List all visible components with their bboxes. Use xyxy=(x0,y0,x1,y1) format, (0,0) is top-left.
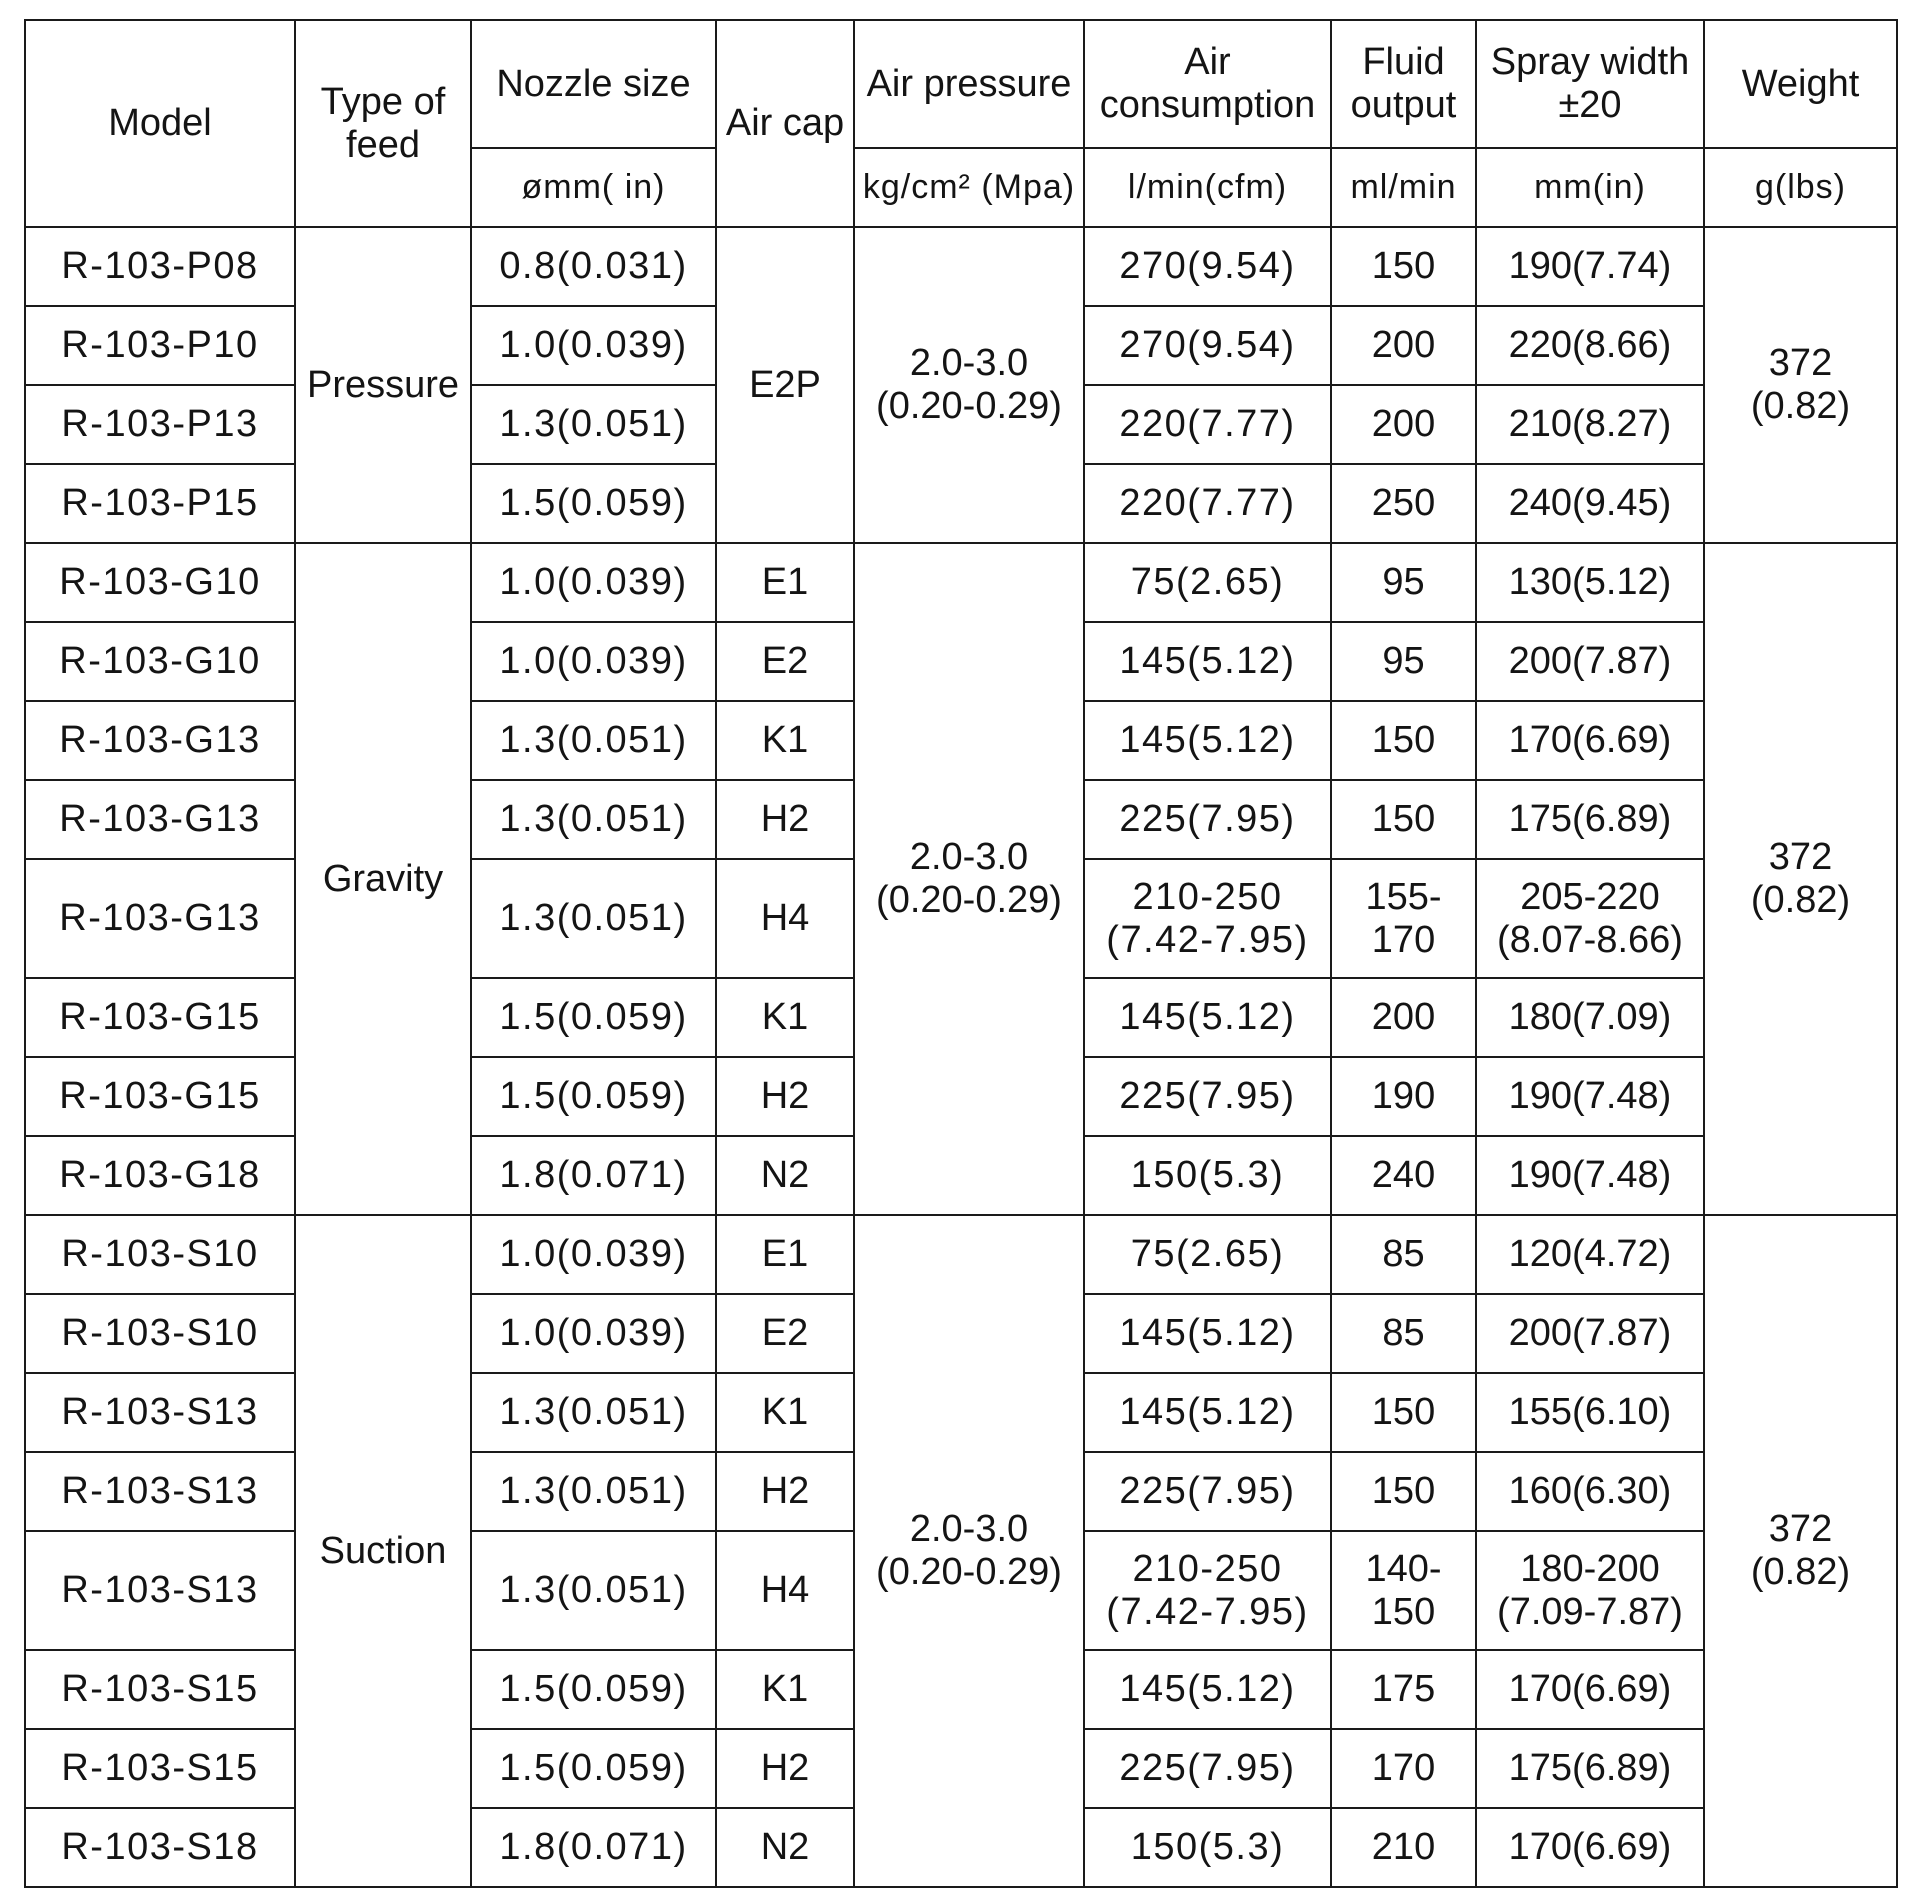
spray-width-cell xyxy=(1476,543,1704,622)
air-consumption-cell xyxy=(1084,1294,1331,1373)
model-cell: R-103-S15 xyxy=(25,1650,295,1729)
spray-width-line: 240(9.45) xyxy=(1508,482,1672,525)
spray-width-cell xyxy=(1476,978,1704,1057)
air-consumption-cell xyxy=(1084,1452,1331,1531)
spray-width-line: 205-220 xyxy=(1520,875,1660,918)
nozzle-size-cell: 0.8(0.031) xyxy=(471,227,716,306)
spray-width-cell xyxy=(1476,1136,1704,1215)
unit-fluid-output: ml/min xyxy=(1331,148,1476,227)
air-consumption-line: 225(7.95) xyxy=(1119,1747,1296,1790)
spray-width-line: 180-200 xyxy=(1520,1547,1660,1590)
nozzle-size-cell: 1.5(0.059) xyxy=(471,978,716,1057)
air-consumption-line: (7.42-7.95) xyxy=(1106,1590,1309,1633)
model-cell: R-103-S10 xyxy=(25,1215,295,1294)
air-consumption-cell xyxy=(1084,306,1331,385)
spray-width-cell xyxy=(1476,1650,1704,1729)
air-pressure-line: (0.20-0.29) xyxy=(876,1551,1062,1593)
spray-width-cell xyxy=(1476,1215,1704,1294)
air-consumption-line: 270(9.54) xyxy=(1119,245,1296,288)
model-cell: R-103-S18 xyxy=(25,1808,295,1887)
air-consumption-line: 150(5.3) xyxy=(1130,1826,1285,1869)
header-spray-width: Spray width ±20 xyxy=(1476,20,1704,148)
fluid-output-cell: 150 xyxy=(1331,227,1476,306)
spray-width-cell xyxy=(1476,1808,1704,1887)
header-model: Model xyxy=(25,20,295,227)
spray-width-line: 190(7.48) xyxy=(1508,1154,1672,1197)
model-cell: R-103-G18 xyxy=(25,1136,295,1215)
header-air-pressure: Air pressure xyxy=(854,20,1084,148)
air-cap-cell: H4 xyxy=(716,859,854,978)
spray-width-line: 155(6.10) xyxy=(1508,1391,1672,1434)
air-cap-cell: K1 xyxy=(716,701,854,780)
spray-width-line: (8.07-8.66) xyxy=(1497,918,1683,961)
model-cell: R-103-P13 xyxy=(25,385,295,464)
feed-type-cell: Suction xyxy=(295,1215,471,1887)
spray-width-line: 190(7.48) xyxy=(1508,1075,1672,1118)
spray-width-cell xyxy=(1476,1057,1704,1136)
air-consumption-line: 210-250 xyxy=(1132,875,1283,918)
fluid-output-cell: 200 xyxy=(1331,306,1476,385)
air-cap-cell: K1 xyxy=(716,1650,854,1729)
weight-cell xyxy=(1704,227,1897,543)
spray-width-line: 130(5.12) xyxy=(1508,561,1672,604)
air-cap-cell: E1 xyxy=(716,1215,854,1294)
nozzle-size-cell: 1.5(0.059) xyxy=(471,1057,716,1136)
air-consumption-cell xyxy=(1084,1215,1331,1294)
nozzle-size-cell: 1.0(0.039) xyxy=(471,1294,716,1373)
nozzle-size-cell: 1.5(0.059) xyxy=(471,1650,716,1729)
nozzle-size-cell: 1.0(0.039) xyxy=(471,1215,716,1294)
air-cap-cell: H2 xyxy=(716,780,854,859)
air-consumption-line: 150(5.3) xyxy=(1130,1154,1285,1197)
unit-weight: g(lbs) xyxy=(1704,148,1897,227)
air-consumption-cell xyxy=(1084,1373,1331,1452)
model-cell: R-103-S10 xyxy=(25,1294,295,1373)
table-row xyxy=(25,227,1897,306)
fluid-output-cell: 140-150 xyxy=(1331,1531,1476,1650)
air-pressure-line: 2.0-3.0 xyxy=(909,342,1029,385)
spray-width-line: 220(8.66) xyxy=(1508,324,1672,367)
fluid-output-cell: 150 xyxy=(1331,780,1476,859)
weight-line: 372 xyxy=(1768,1508,1833,1551)
header-nozzle-size: Nozzle size xyxy=(471,20,716,148)
air-pressure-line: 2.0-3.0 xyxy=(909,836,1029,879)
nozzle-size-cell: 1.3(0.051) xyxy=(471,701,716,780)
air-consumption-cell xyxy=(1084,543,1331,622)
fluid-output-cell: 150 xyxy=(1331,701,1476,780)
air-pressure-cell xyxy=(854,543,1084,1215)
header-air-consumption: Air consumption xyxy=(1084,20,1331,148)
air-consumption-line: 225(7.95) xyxy=(1119,1470,1296,1513)
air-cap-cell: N2 xyxy=(716,1808,854,1887)
air-consumption-line: 145(5.12) xyxy=(1119,640,1296,683)
air-consumption-cell xyxy=(1084,780,1331,859)
nozzle-size-cell: 1.8(0.071) xyxy=(471,1136,716,1215)
spray-width-cell xyxy=(1476,1729,1704,1808)
header-type-of-feed: Type of feed xyxy=(295,20,471,227)
air-cap-cell: E2P xyxy=(716,227,854,543)
model-cell: R-103-G15 xyxy=(25,978,295,1057)
model-cell: R-103-G15 xyxy=(25,1057,295,1136)
weight-cell xyxy=(1704,1215,1897,1887)
air-consumption-cell xyxy=(1084,227,1331,306)
air-consumption-cell xyxy=(1084,701,1331,780)
spray-width-line: 170(6.69) xyxy=(1508,1668,1672,1711)
air-cap-cell: H4 xyxy=(716,1531,854,1650)
air-consumption-cell xyxy=(1084,1729,1331,1808)
air-consumption-line: 225(7.95) xyxy=(1119,1075,1296,1118)
air-consumption-cell xyxy=(1084,1057,1331,1136)
unit-air-pressure: kg/cm² (Mpa) xyxy=(854,148,1084,227)
header-fluid-output: Fluid output xyxy=(1331,20,1476,148)
nozzle-size-cell: 1.3(0.051) xyxy=(471,1373,716,1452)
air-cap-cell: H2 xyxy=(716,1057,854,1136)
nozzle-size-cell: 1.5(0.059) xyxy=(471,1729,716,1808)
unit-spray-width: mm(in) xyxy=(1476,148,1704,227)
air-consumption-cell xyxy=(1084,1808,1331,1887)
fluid-output-cell: 170 xyxy=(1331,1729,1476,1808)
fluid-output-cell: 150 xyxy=(1331,1452,1476,1531)
fluid-output-cell: 190 xyxy=(1331,1057,1476,1136)
spray-width-cell xyxy=(1476,1373,1704,1452)
spray-width-line: 190(7.74) xyxy=(1508,245,1672,288)
air-consumption-cell xyxy=(1084,385,1331,464)
spray-width-line: 210(8.27) xyxy=(1508,403,1672,446)
spray-width-cell xyxy=(1476,227,1704,306)
spray-width-line: (7.09-7.87) xyxy=(1497,1590,1683,1633)
table-body xyxy=(25,227,1897,1887)
fluid-output-cell: 150 xyxy=(1331,1373,1476,1452)
model-cell: R-103-G13 xyxy=(25,701,295,780)
air-consumption-cell xyxy=(1084,464,1331,543)
nozzle-size-cell: 1.0(0.039) xyxy=(471,543,716,622)
air-consumption-line: 220(7.77) xyxy=(1119,403,1296,446)
spray-width-cell xyxy=(1476,385,1704,464)
table-row xyxy=(25,1215,1897,1294)
spray-width-line: 170(6.69) xyxy=(1508,1826,1672,1869)
air-cap-cell: E2 xyxy=(716,1294,854,1373)
spray-width-line: 120(4.72) xyxy=(1508,1233,1672,1276)
model-cell: R-103-G10 xyxy=(25,543,295,622)
model-cell: R-103-S13 xyxy=(25,1452,295,1531)
model-cell: R-103-P10 xyxy=(25,306,295,385)
nozzle-size-cell: 1.5(0.059) xyxy=(471,464,716,543)
model-cell: R-103-P15 xyxy=(25,464,295,543)
table-row xyxy=(25,543,1897,622)
fluid-output-cell: 210 xyxy=(1331,1808,1476,1887)
feed-type-cell: Gravity xyxy=(295,543,471,1215)
header-weight: Weight xyxy=(1704,20,1897,148)
air-cap-cell: E1 xyxy=(716,543,854,622)
air-consumption-line: 220(7.77) xyxy=(1119,482,1296,525)
air-pressure-cell xyxy=(854,1215,1084,1887)
fluid-output-cell: 155-170 xyxy=(1331,859,1476,978)
nozzle-size-cell: 1.3(0.051) xyxy=(471,780,716,859)
spray-width-cell xyxy=(1476,1452,1704,1531)
nozzle-size-cell: 1.0(0.039) xyxy=(471,306,716,385)
weight-cell xyxy=(1704,543,1897,1215)
weight-line: 372 xyxy=(1768,836,1833,879)
spray-width-line: 180(7.09) xyxy=(1508,996,1672,1039)
air-pressure-line: 2.0-3.0 xyxy=(909,1508,1029,1551)
feed-type-cell: Pressure xyxy=(295,227,471,543)
fluid-output-cell: 200 xyxy=(1331,385,1476,464)
model-cell: R-103-G13 xyxy=(25,780,295,859)
spray-width-cell xyxy=(1476,780,1704,859)
nozzle-size-cell: 1.3(0.051) xyxy=(471,1531,716,1650)
air-consumption-line: 145(5.12) xyxy=(1119,1668,1296,1711)
table-header xyxy=(25,20,1897,227)
air-consumption-line: 145(5.12) xyxy=(1119,1312,1296,1355)
fluid-output-cell: 240 xyxy=(1331,1136,1476,1215)
air-cap-cell: H2 xyxy=(716,1452,854,1531)
air-consumption-cell xyxy=(1084,978,1331,1057)
model-cell: R-103-S15 xyxy=(25,1729,295,1808)
weight-line: (0.82) xyxy=(1750,1551,1851,1593)
weight-line: (0.82) xyxy=(1750,385,1851,427)
spray-width-cell xyxy=(1476,622,1704,701)
air-consumption-cell xyxy=(1084,622,1331,701)
air-consumption-cell xyxy=(1084,1650,1331,1729)
spray-width-cell xyxy=(1476,701,1704,780)
model-cell: R-103-S13 xyxy=(25,1373,295,1452)
fluid-output-cell: 175 xyxy=(1331,1650,1476,1729)
fluid-output-cell: 200 xyxy=(1331,978,1476,1057)
air-consumption-line: 145(5.12) xyxy=(1119,719,1296,762)
air-consumption-cell xyxy=(1084,1531,1331,1650)
header-air-cap: Air cap xyxy=(716,20,854,227)
weight-line: 372 xyxy=(1768,342,1833,385)
spray-width-line: 200(7.87) xyxy=(1508,1312,1672,1355)
air-consumption-line: 210-250 xyxy=(1132,1547,1283,1590)
air-consumption-line: 75(2.65) xyxy=(1130,1233,1285,1276)
fluid-output-cell: 85 xyxy=(1331,1294,1476,1373)
spray-width-line: 200(7.87) xyxy=(1508,640,1672,683)
air-consumption-line: 145(5.12) xyxy=(1119,1391,1296,1434)
air-consumption-cell xyxy=(1084,1136,1331,1215)
air-consumption-line: 145(5.12) xyxy=(1119,996,1296,1039)
fluid-output-cell: 95 xyxy=(1331,543,1476,622)
air-pressure-line: (0.20-0.29) xyxy=(876,385,1062,427)
model-cell: R-103-G13 xyxy=(25,859,295,978)
model-cell: R-103-S13 xyxy=(25,1531,295,1650)
spray-width-cell xyxy=(1476,306,1704,385)
spray-width-line: 160(6.30) xyxy=(1508,1470,1672,1513)
fluid-output-cell: 250 xyxy=(1331,464,1476,543)
fluid-output-cell: 85 xyxy=(1331,1215,1476,1294)
air-pressure-line: (0.20-0.29) xyxy=(876,879,1062,921)
air-consumption-line: 75(2.65) xyxy=(1130,561,1285,604)
nozzle-size-cell: 1.3(0.051) xyxy=(471,1452,716,1531)
air-consumption-cell xyxy=(1084,859,1331,978)
spray-width-cell xyxy=(1476,859,1704,978)
air-consumption-line: 270(9.54) xyxy=(1119,324,1296,367)
model-cell: R-103-P08 xyxy=(25,227,295,306)
air-pressure-cell xyxy=(854,227,1084,543)
spray-width-line: 170(6.69) xyxy=(1508,719,1672,762)
nozzle-size-cell: 1.3(0.051) xyxy=(471,385,716,464)
fluid-output-cell: 95 xyxy=(1331,622,1476,701)
air-consumption-line: (7.42-7.95) xyxy=(1106,918,1309,961)
unit-air-consumption: l/min(cfm) xyxy=(1084,148,1331,227)
spray-gun-spec-table xyxy=(24,19,1898,1888)
spray-width-line: 175(6.89) xyxy=(1508,1747,1672,1790)
spray-width-line: 175(6.89) xyxy=(1508,798,1672,841)
air-consumption-line: 225(7.95) xyxy=(1119,798,1296,841)
nozzle-size-cell: 1.0(0.039) xyxy=(471,622,716,701)
air-cap-cell: K1 xyxy=(716,978,854,1057)
nozzle-size-cell: 1.3(0.051) xyxy=(471,859,716,978)
air-cap-cell: K1 xyxy=(716,1373,854,1452)
air-cap-cell: N2 xyxy=(716,1136,854,1215)
air-cap-cell: E2 xyxy=(716,622,854,701)
nozzle-size-cell: 1.8(0.071) xyxy=(471,1808,716,1887)
weight-line: (0.82) xyxy=(1750,879,1851,921)
model-cell: R-103-G10 xyxy=(25,622,295,701)
spray-width-cell xyxy=(1476,1294,1704,1373)
spray-width-cell xyxy=(1476,464,1704,543)
air-cap-cell: H2 xyxy=(716,1729,854,1808)
spray-width-cell xyxy=(1476,1531,1704,1650)
unit-nozzle-size: ømm( in) xyxy=(471,148,716,227)
